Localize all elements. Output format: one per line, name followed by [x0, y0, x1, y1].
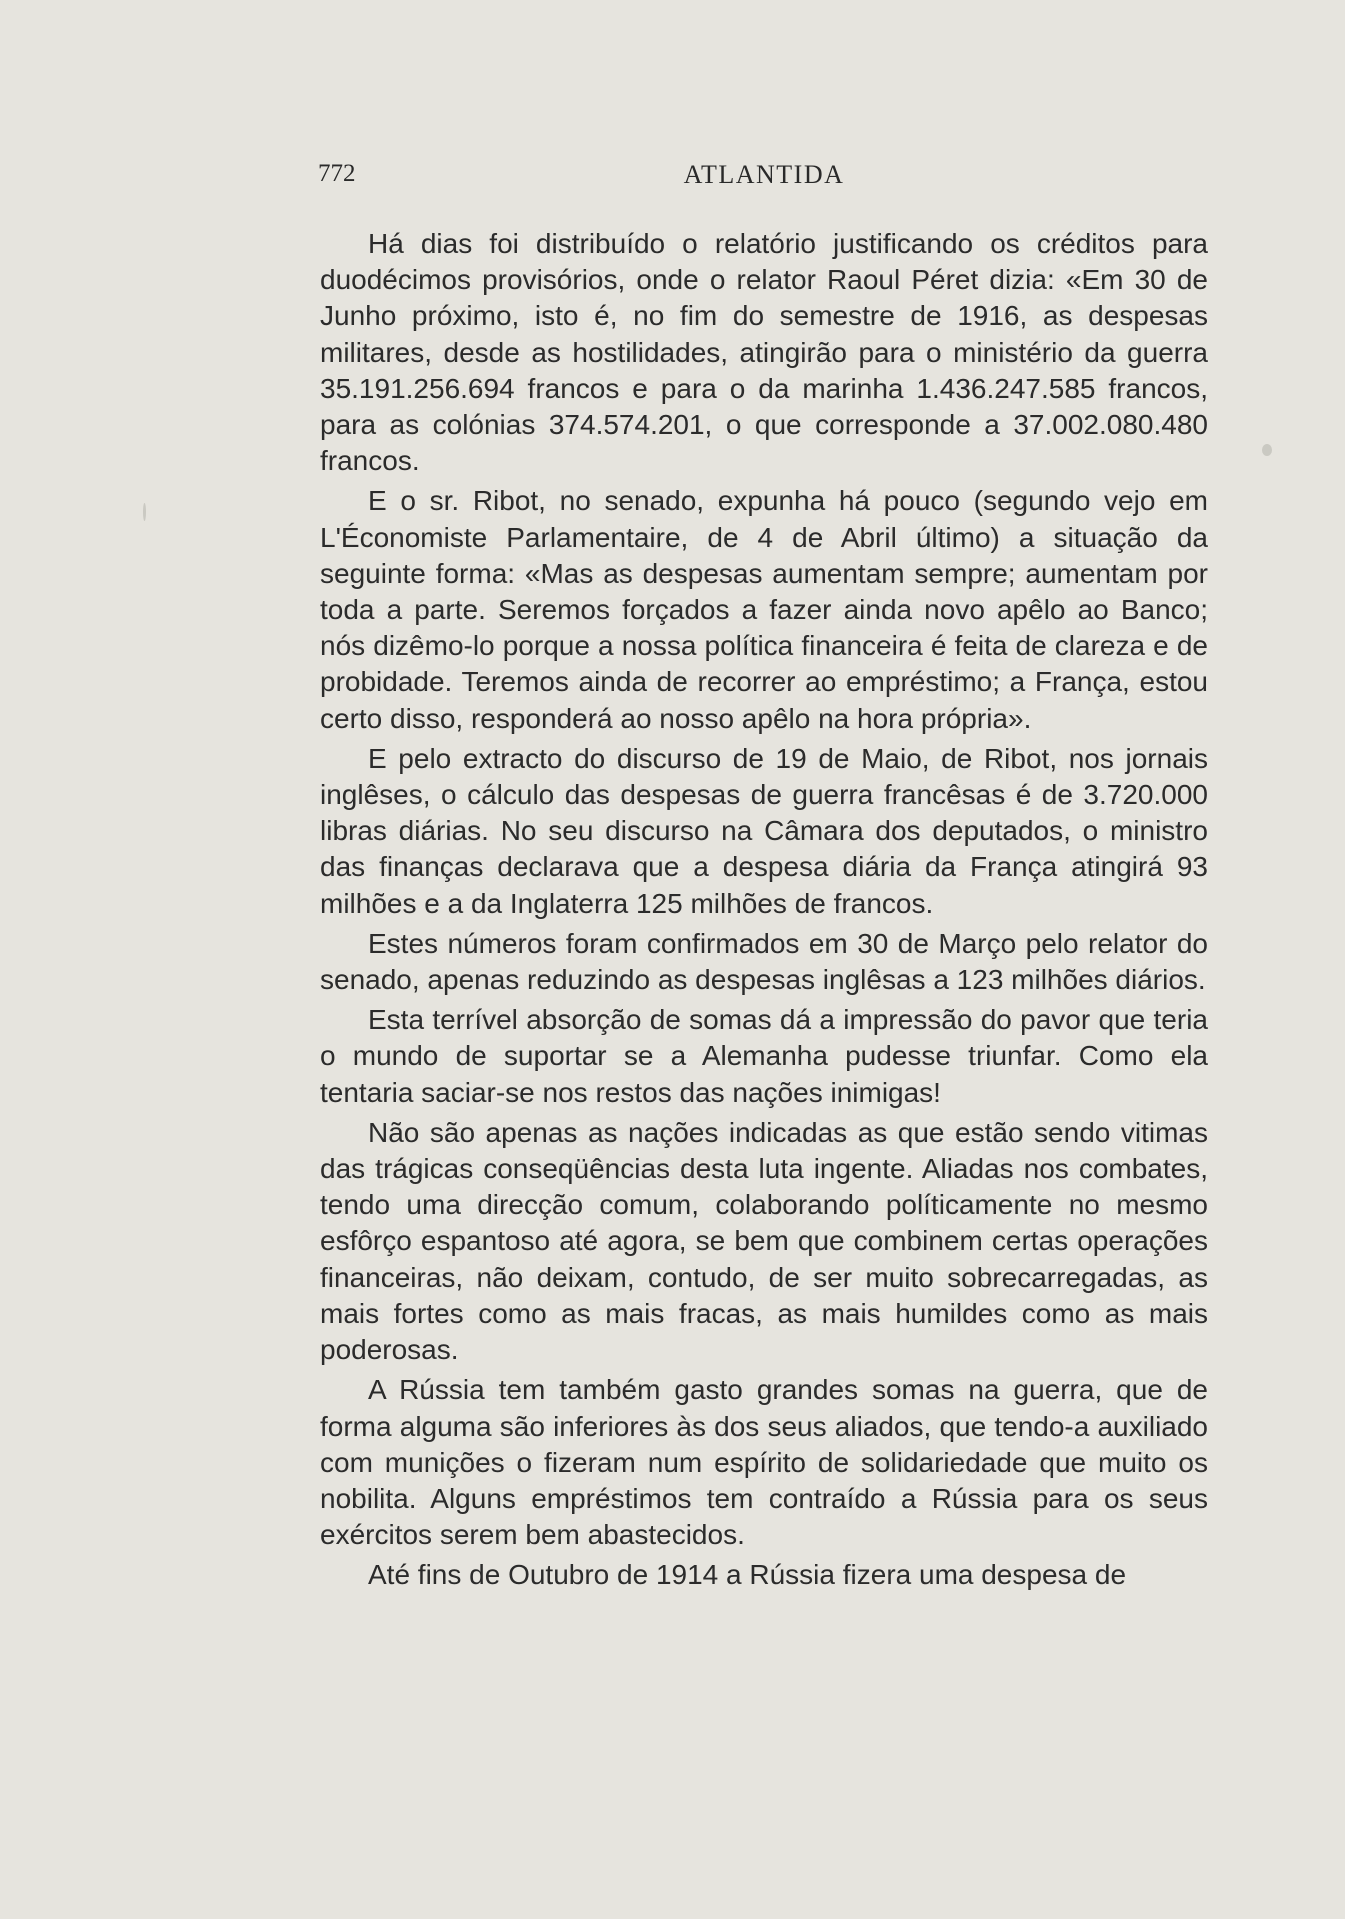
paragraph: Esta terrível absorção de somas dá a impressão do pavor que teria o mundo de suportar se a Alemanha pudesse triunfar. Como ela tentaria saciar-se nos restos das nações inimigas!	[320, 1004, 1208, 1108]
paragraph: Há dias foi distribuído o relatório justificando os créditos para duodécimos provisórios, onde o relator Raoul Péret dizia: «Em 30 de Junho próximo, isto é, no fim do semestre de 1916, as despesas militares, desde as hostilidades, atingirão para o ministério da guerra 35.191.256.694 francos e para o da marinha 1.436.247.585 francos, para as colónias 374.574.201, o que corresponde a 37.002.080.480 francos.	[320, 228, 1208, 477]
paragraph: E o sr. Ribot, no senado, expunha há pouco (segundo vejo em L'Économiste Parlamentaire, de 4 de Abril último) a situação da seguinte forma: «Mas as despesas aumentam sempre; aumentam por toda a parte. Seremos forçados a fazer ainda novo apêlo ao Banco; nós dizêmo-lo porque a nossa política financeira é feita de clareza e de probidade. Teremos ainda de recorrer ao empréstimo; a França, estou certo disso, responderá ao nosso apêlo na hora própria».	[320, 485, 1208, 734]
paragraph: Não são apenas as nações indicadas as que estão sendo vitimas das trágicas conseqüências desta luta ingente. Aliadas nos combates, tendo uma direcção comum, colaborando políticamente no mesmo esfôrço espantoso até agora, se bem que combinem certas operações financeiras, não deixam, contudo, de ser muito sobrecarregadas, as mais fortes como as mais fracas, as mais humildes como as mais poderosas.	[320, 1116, 1208, 1366]
paragraph: Até fins de Outubro de 1914 a Rússia fizera uma despesa de	[368, 1559, 1127, 1591]
page-number: 772	[318, 160, 356, 187]
ink-smudge	[143, 503, 146, 521]
running-title: ATLANTIDA	[683, 160, 845, 189]
paragraph: E pelo extracto do discurso de 19 de Maio, de Ribot, nos jornais inglêses, o cálculo das despesas de guerra francêsas é de 3.720.000 libras diárias. No seu discurso na Câmara dos deputados, o ministro das finanças declarava que a despesa diária da França atingirá 93 milhões e a da Inglaterra 125 milhões de francos.	[320, 742, 1208, 919]
ink-smudge	[1262, 444, 1272, 456]
paragraph: A Rússia tem também gasto grandes somas na guerra, que de forma alguma são inferiores às dos seus aliados, que tendo-a auxiliado com munições o fizeram num espírito de solidariedade que muito os nobilita. Alguns empréstimos tem contraído a Rússia para os seus exércitos serem bem abastecidos.	[320, 1374, 1208, 1551]
body-text	[320, 226, 1208, 1594]
paragraph: Estes números foram confirmados em 30 de Março pelo relator do senado, apenas reduzindo as despesas inglêsas a 123 milhões diários.	[320, 927, 1208, 996]
page-header	[318, 160, 1210, 194]
